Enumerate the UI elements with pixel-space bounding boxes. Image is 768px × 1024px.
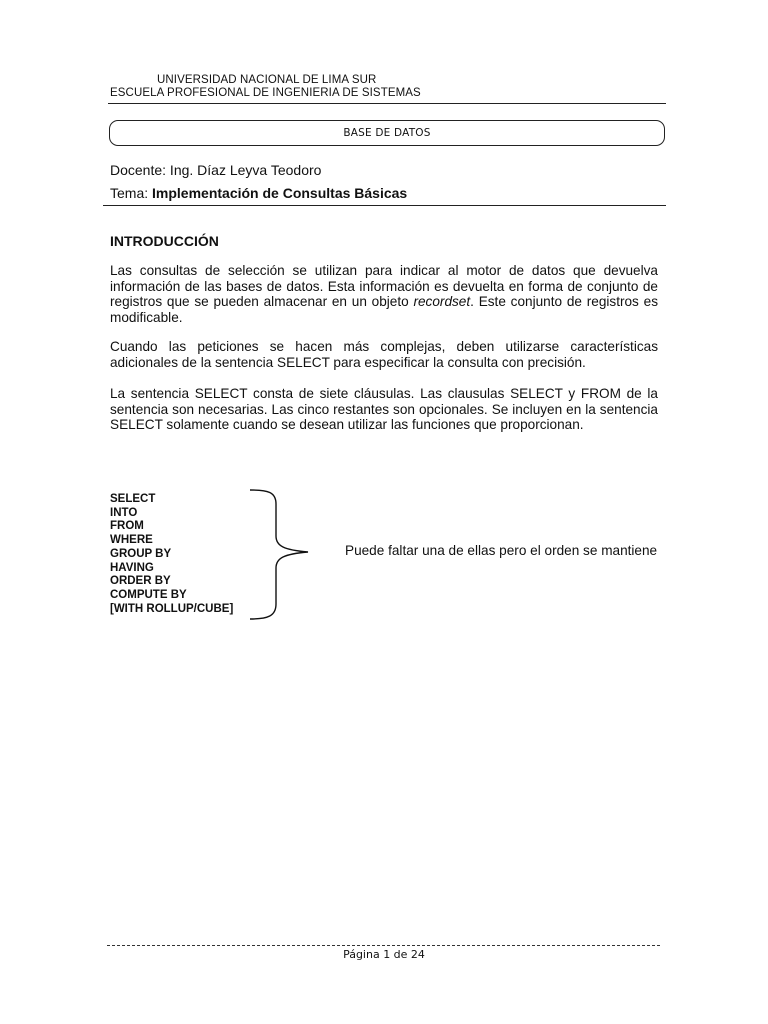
section-heading: INTRODUCCIÓN: [110, 233, 219, 249]
clause-item: COMPUTE BY: [110, 588, 187, 601]
school-name: ESCUELA PROFESIONAL DE INGENIERIA DE SISTEMAS: [110, 87, 421, 99]
course-title: BASE DE DATOS: [343, 127, 431, 139]
section-rule: [103, 205, 666, 206]
paragraph-1-text-b: . Este conjunto de registros es modificable.: [110, 294, 658, 325]
clause-item: FROM: [110, 520, 144, 533]
docente-line: Docente: Ing. Díaz Leyva Teodoro: [110, 162, 322, 178]
course-title-box: [109, 120, 665, 146]
header-rule: [108, 103, 666, 104]
clause-item: ORDER BY: [110, 575, 171, 588]
footer-rule: [107, 945, 660, 946]
page-number: Página 1 de 24: [343, 948, 425, 961]
paragraph-1-text-a: Las consultas de selección se utilizan para indicar al motor de datos que devuelva información de las bases de datos. Esta información es devuelta en forma de conjunto de registros que se pueden almacenar en un objeto: [110, 263, 658, 310]
page-footer: [0, 948, 768, 961]
clause-item: GROUP BY: [110, 547, 172, 560]
clause-item: SELECT: [110, 493, 156, 505]
recordset-term: recordset: [413, 294, 471, 310]
university-name: UNIVERSIDAD NACIONAL DE LIMA SUR: [157, 74, 377, 86]
clause-item: [WITH ROLLUP/CUBE]: [110, 602, 234, 615]
clause-item: INTO: [110, 506, 138, 519]
tema-label: Tema:: [110, 185, 149, 201]
paragraph-1: [110, 263, 658, 325]
clauses-note: Puede faltar una de ellas pero el orden se mantiene: [345, 543, 658, 558]
clause-item: WHERE: [110, 534, 153, 547]
paragraph-3: La sentencia SELECT consta de siete cláusulas. Las clausulas SELECT y FROM de la sentencia son necesarias. Las cinco restantes son opcionales. Se incluyen en la sentencia SELECT solamente cuando se desean utilizar las funciones que proporcionan.: [110, 386, 658, 433]
tema-value: Implementación de Consultas Básicas: [152, 185, 408, 201]
curly-brace-icon: [246, 488, 310, 622]
clause-item: HAVING: [110, 561, 154, 574]
tema-line: [110, 185, 407, 201]
paragraph-2: Cuando las peticiones se hacen más complejas, deben utilizarse características adicionales de la sentencia SELECT para especificar la consulta con precisión.: [110, 339, 658, 370]
clause-list: [110, 493, 233, 616]
